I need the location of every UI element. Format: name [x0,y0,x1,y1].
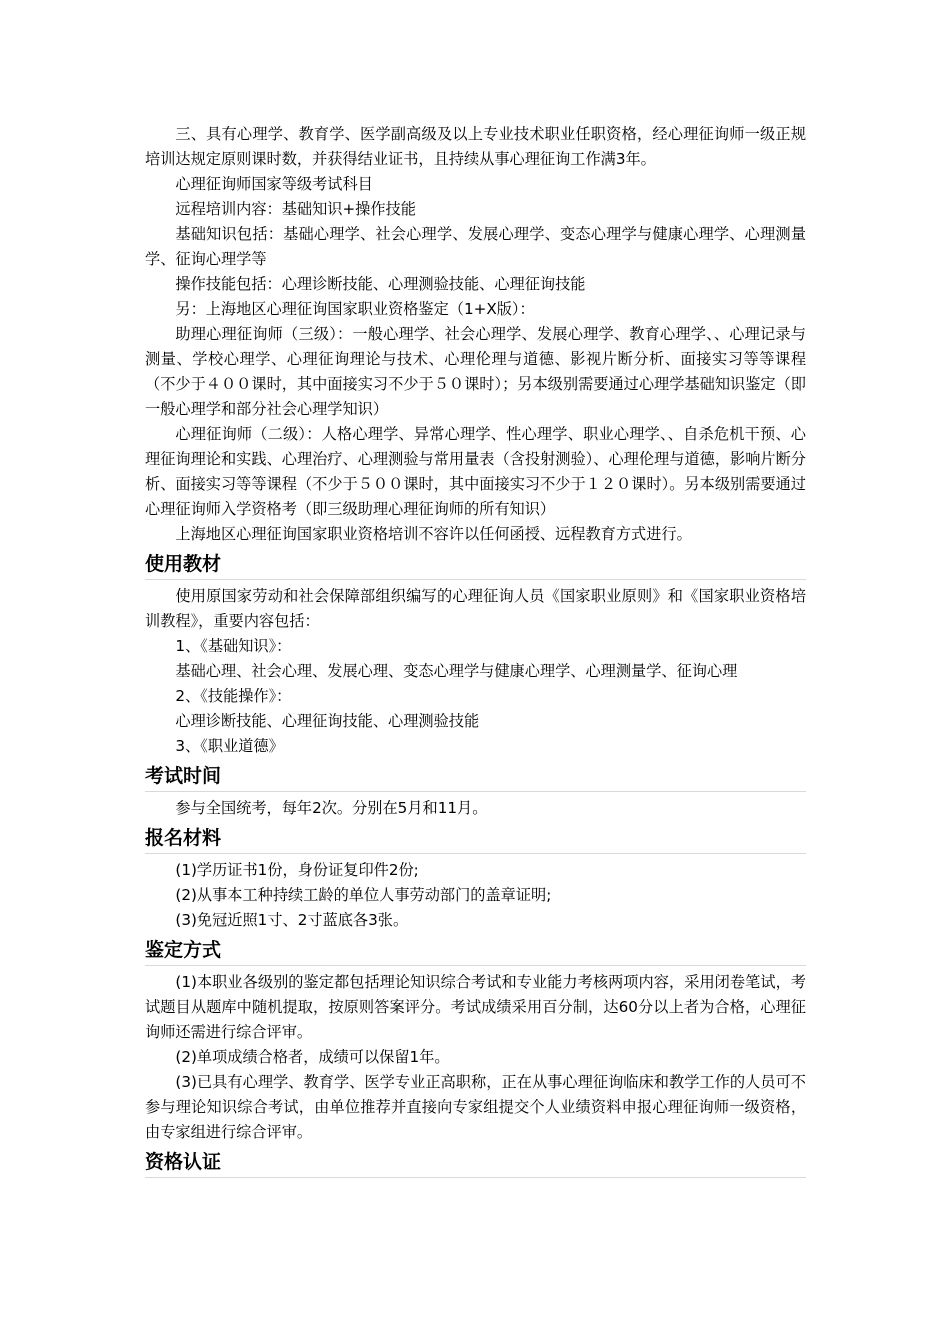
assessment-item: (1)本职业各级别的鉴定都包括理论知识综合考试和专业能力考核两项内容，采用闭卷笔试，考试题目从题库中随机提取，按原则答案评分。考试成绩采用百分制，达60分以上者为合格，心理征询师还需进行综合评审。 [145,973,806,1041]
section-heading-registration: 报名材料 [145,821,806,854]
intro-paragraph: 操作技能包括：心理诊断技能、心理测验技能、心理征询技能 [175,275,586,293]
materials-paragraph: 2、《技能操作》： [175,687,292,705]
intro-paragraph: 心理征询师国家等级考试科目 [175,175,373,193]
exam-time-paragraph: 参与全国统考，每年2次。分别在5月和11月。 [175,799,488,817]
intro-paragraph: 基础知识包括：基础心理学、社会心理学、发展心理学、变态心理学与健康心理学、心理测量学、征询心理学等 [145,225,806,268]
section-heading-certification: 资格认证 [145,1145,806,1178]
section-heading-assessment: 鉴定方式 [145,933,806,966]
assessment-item: (2)单项成绩合格者，成绩可以保留1年。 [175,1048,450,1066]
materials-paragraph: 3、《职业道德》 [175,737,284,755]
section-heading-materials: 使用教材 [145,547,806,580]
materials-paragraph: 基础心理、社会心理、发展心理、变态心理学与健康心理学、心理测量学、征询心理 [175,662,738,680]
intro-paragraph: 上海地区心理征询国家职业资格培训不容许以任何函授、远程教育方式进行。 [175,525,692,543]
intro-paragraph: 心理征询师（二级）：人格心理学、异常心理学、性心理学、职业心理学、、自杀危机干预、心理征询理论和实践、心理治疗、心理测验与常用量表（含投射测验）、心理伦理与道德，影响片断分析、面接实习等等课程（不少于５００课时，其中面接实习不少于１２０课时）。另本级别需要通过心理征询师入学资格考（即三级助理心理征询师的所有知识） [145,425,806,518]
assessment-item: (3)已具有心理学、教育学、医学专业正高职称，正在从事心理征询临床和教学工作的人员可不参与理论知识综合考试，由单位推荐并直接向专家组提交个人业绩资料申报心理征询师一级资格，由专家组进行综合评审。 [145,1073,806,1141]
materials-paragraph: 1、《基础知识》： [175,637,292,655]
registration-item: (3)免冠近照1寸、2寸蓝底各3张。 [175,911,409,929]
intro-paragraph: 远程培训内容：基础知识+操作技能 [175,200,416,218]
materials-paragraph: 使用原国家劳动和社会保障部组织编写的心理征询人员《国家职业原则》和《国家职业资格培训教程》，重要内容包括： [145,587,806,630]
document-content [145,122,806,1182]
section-heading-exam-time: 考试时间 [145,759,806,792]
intro-paragraph: 另：上海地区心理征询国家职业资格鉴定（1+X版）： [175,300,535,318]
intro-paragraph: 助理心理征询师（三级）：一般心理学、社会心理学、发展心理学、教育心理学、、心理记录与测量、学校心理学、心理征询理论与技术、心理伦理与道德、影视片断分析、面接实习等等课程（不少于４００课时，其中面接实习不少于５０课时）；另本级别需要通过心理学基础知识鉴定（即一般心理学和部分社会心理学知识） [145,325,806,418]
registration-item: (1)学历证书1份，身份证复印件2份; [175,861,419,879]
materials-paragraph: 心理诊断技能、心理征询技能、心理测验技能 [175,712,480,730]
registration-item: (2)从事本工种持续工龄的单位人事劳动部门的盖章证明; [175,886,552,904]
intro-paragraph: 三、具有心理学、教育学、医学副高级及以上专业技术职业任职资格，经心理征询师一级正规培训达规定原则课时数，并获得结业证书，且持续从事心理征询工作满3年。 [145,125,806,168]
